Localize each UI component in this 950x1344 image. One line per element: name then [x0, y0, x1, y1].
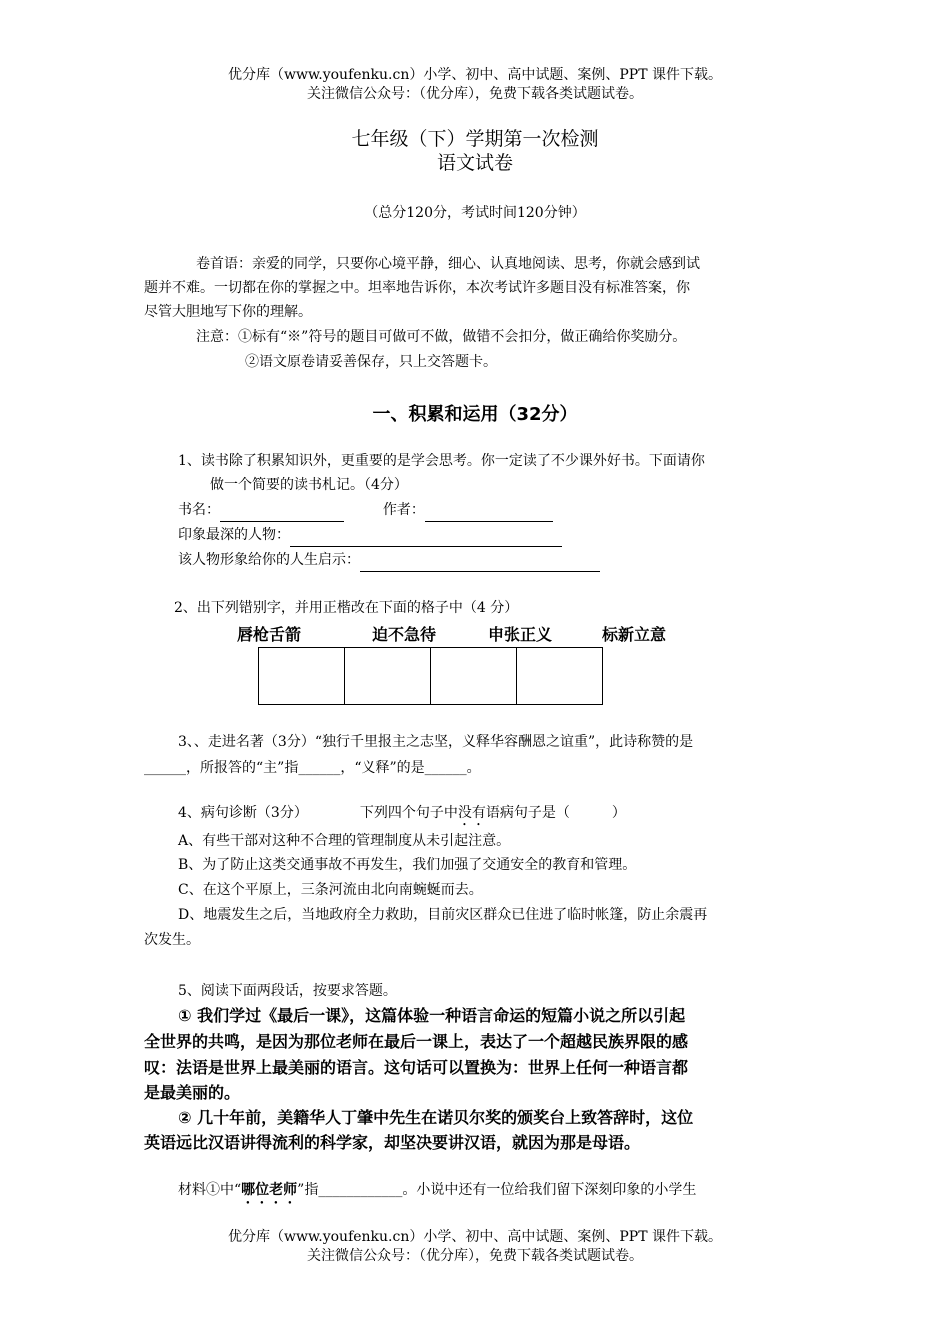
q2-answer-grid	[258, 647, 604, 705]
book-label: 书名：	[178, 502, 220, 518]
q5-material-pre: 材料①中“	[178, 1182, 242, 1198]
q5-para1-line-3: 叹：法语是世界上最美丽的语言。这句话可以置换为：世界上任何一种语言都	[144, 1058, 689, 1077]
q2-word-2: 迫不急待	[372, 625, 437, 644]
q4-option-a: A、有些干部对这种不合理的管理制度从未引起注意。	[178, 833, 511, 849]
q1-text-1: 1、读书除了积累知识外，更重要的是学会思考。你一定读了不少课外好书。下面请你	[178, 453, 705, 469]
q2-text: 2、出下列错别字，并用正楷改在下面的格子中（4 分）	[174, 600, 519, 616]
header-line-1: 优分库（www.youfenku.cn）小学、初中、高中试题、案例、PPT 课件下载。	[227, 67, 722, 83]
q3-line-1: 3、、走进名著（3分）“独行千里报主之志坚，义释华容酬恩之谊重”，此诗称赞的是	[178, 734, 694, 750]
q2-word-1: 唇枪舌箭	[237, 625, 302, 644]
preface-line-2: 题并不难。一切都在你的掌握之中。坦率地告诉你，本次考试许多题目没有标准答案，你	[144, 280, 690, 296]
q4-option-d-1: D、地震发生之后，当地政府全力救助，目前灾区群众已住进了临时帐篷，防止余震再	[178, 907, 708, 923]
q1-character-row	[178, 523, 562, 547]
insight-label: 该人物形象给你的人生启示：	[178, 552, 360, 568]
q5-para1-line-1: ① 我们学过《最后一课》，这篇体验一种语言命运的短篇小说之所以引起	[178, 1006, 686, 1025]
q4-option-d-2: 次发生。	[144, 932, 200, 948]
q1-book-row	[178, 498, 553, 522]
exam-title: 七年级（下）学期第一次检测	[351, 128, 599, 150]
book-blank[interactable]	[220, 507, 344, 522]
answer-box-2[interactable]	[344, 647, 431, 705]
preface-line-3: 尽管大胆地写下你的理解。	[144, 304, 312, 320]
q3-line-2: ______，所报答的“主”指______，“义释”的是______。	[144, 760, 481, 776]
q4-lead: 4、病句诊断（3分）	[178, 805, 308, 821]
q4-option-b: B、为了防止这类交通事故不再发生，我们加强了交通安全的教育和管理。	[178, 857, 637, 873]
footer-line-1: 优分库（www.youfenku.cn）小学、初中、高中试题、案例、PPT 课件下载。	[227, 1229, 722, 1245]
author-blank[interactable]	[425, 507, 553, 522]
section-1-title: 一、积累和运用（32分）	[372, 404, 578, 425]
exam-info: （总分120分，考试时间120分钟）	[364, 205, 586, 221]
header-line-2: 关注微信公众号：（优分库），免费下载各类试题试卷。	[307, 86, 643, 102]
q5-para1-line-4: 是最美丽的。	[144, 1083, 241, 1102]
q5-material-mid: ”指	[297, 1182, 319, 1198]
q5-material-mark: 哪位老师	[241, 1182, 298, 1198]
q4-prompt-post: 语病句子是（ ）	[485, 805, 626, 821]
note-2: ②语文原卷请妥善保存，只上交答题卡。	[245, 354, 497, 370]
answer-box-4[interactable]	[516, 647, 603, 705]
q5-para1-line-2: 全世界的共鸣，是因为那位老师在最后一课上，表达了一个超越民族界限的感	[144, 1032, 689, 1051]
q1-insight-row	[178, 548, 600, 572]
q5-para2-line-2: 英语远比汉语讲得流利的科学家，却坚决要讲汉语，就因为那是母语。	[144, 1133, 641, 1152]
q5-material-question	[178, 1178, 696, 1207]
preface-line-1: 卷首语：亲爱的同学，只要你心境平静，细心、认真地阅读、思考，你就会感到试	[196, 256, 700, 272]
q2-word-4: 标新立意	[602, 625, 667, 644]
q5-text: 5、阅读下面两段话，按要求答题。	[178, 983, 397, 999]
q5-para2-line-1: ② 几十年前，美籍华人丁肇中先生在诺贝尔奖的颁奖台上致答辞时，这位	[178, 1108, 694, 1127]
note-1: 注意：①标有“※”符号的题目可做可不做，做错不会扣分，做正确给你奖励分。	[196, 329, 687, 345]
q1-text-2: 做一个简要的读书札记。（4分）	[210, 477, 408, 493]
footer-line-2: 关注微信公众号：（优分库），免费下载各类试题试卷。	[307, 1248, 643, 1264]
q2-word-3: 申张正义	[488, 625, 553, 644]
exam-subject: 语文试卷	[436, 152, 513, 174]
character-label: 印象最深的人物：	[178, 527, 290, 543]
q5-material-post: 。小说中还有一位给我们留下深刻印象的小学生	[402, 1182, 697, 1198]
author-label: 作者：	[382, 502, 425, 518]
q4-prompt-pre: 下列四个句子中	[359, 805, 458, 821]
q4-prompt-mark: 没有	[457, 805, 486, 821]
insight-blank[interactable]	[360, 557, 600, 572]
answer-box-1[interactable]	[258, 647, 345, 705]
answer-box-3[interactable]	[430, 647, 517, 705]
character-blank[interactable]	[290, 532, 562, 547]
q5-material-blank[interactable]: ____________	[318, 1182, 403, 1198]
q4-prompt	[178, 801, 626, 829]
q4-option-c: C、在这个平原上，三条河流由北向南蜿蜒而去。	[178, 882, 483, 898]
